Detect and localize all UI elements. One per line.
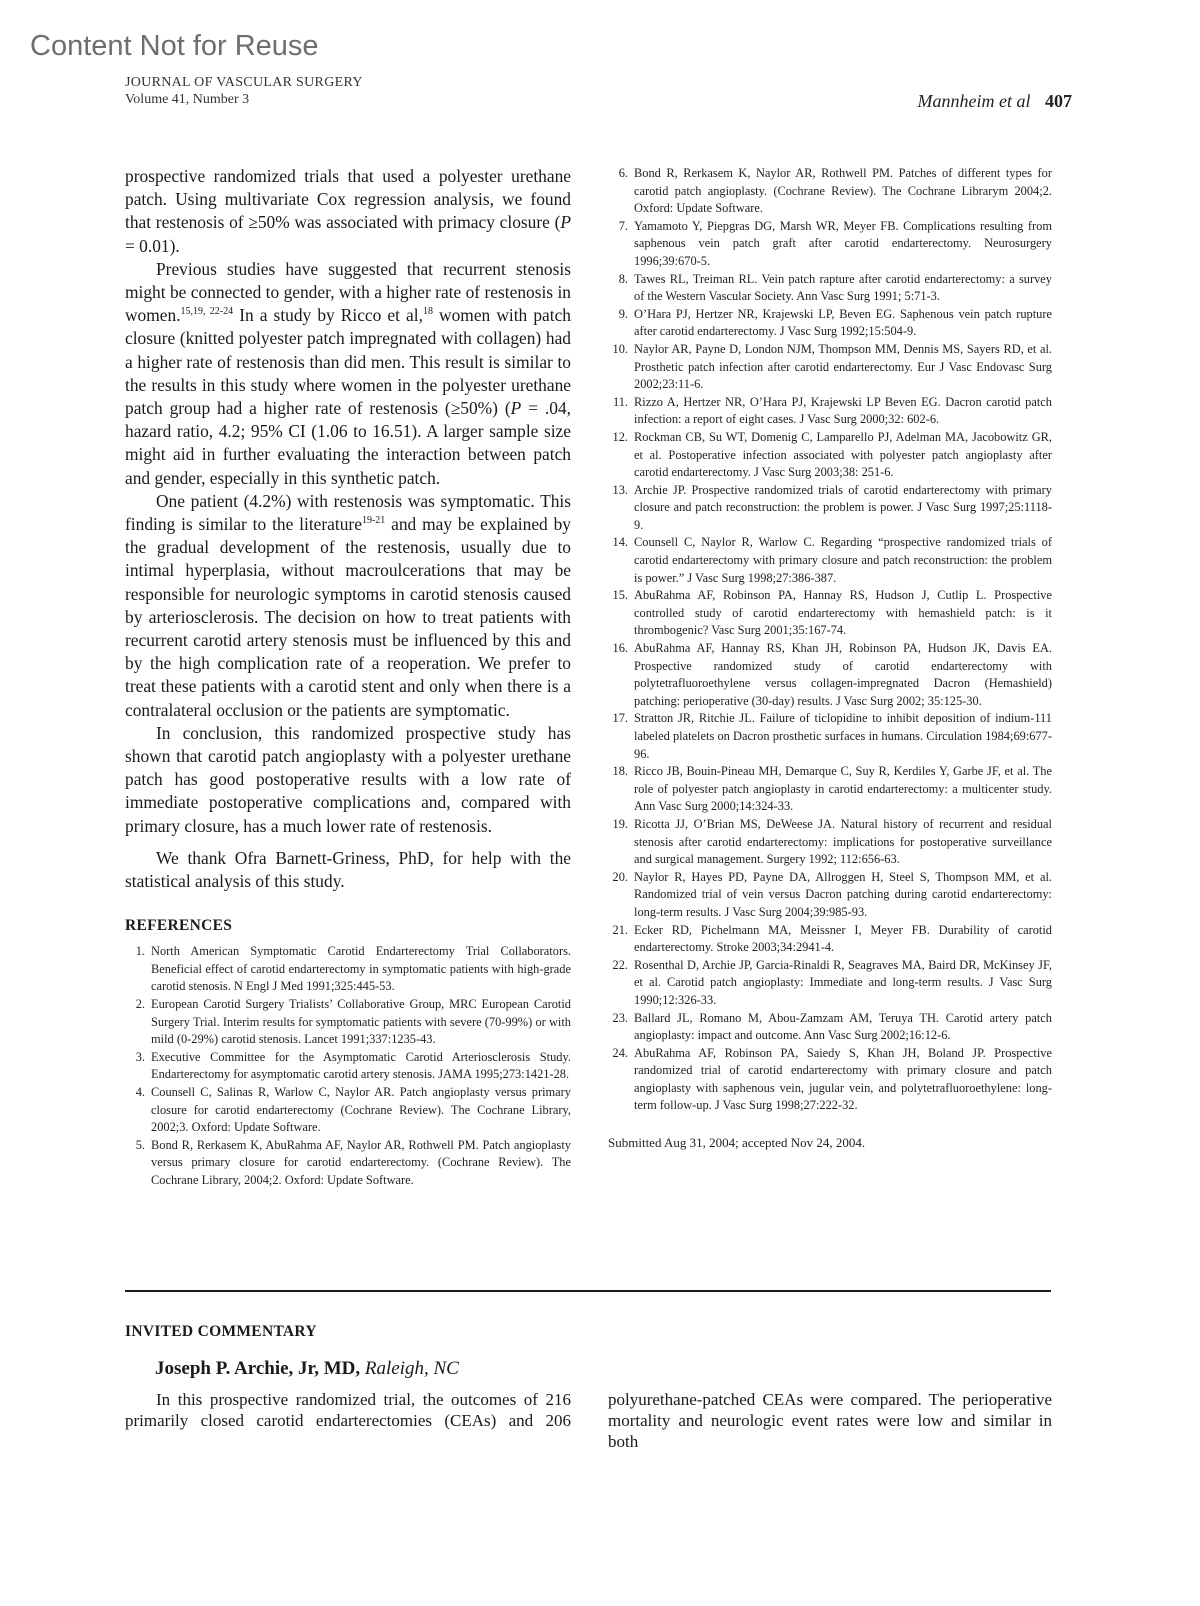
paragraph-2: Previous studies have suggested that recurrent stenosis might be connected to gender, with a higher rate of restenosis in women.$^{15,19, 22-24}$ In a study by Ricco et al,$^{18}$ women with patch closure (knitted polyester patch impregnated with collagen) had a higher rate of restenosis than did men. This result is similar to the results in this study where women in the polyester urethane patch group had a higher rate of restenosis (≥50%) (P = .04, hazard ratio, 4.2; 95% CI (1.06 to 16.51). A larger sample size might aid in further evaluating the interaction between patch and gender, especially in this synthetic patch. <box>125 258 572 488</box>
author-name: Joseph P. Archie, Jr, MD, <box>155 1358 361 1379</box>
reference-item: 10. Naylor AR, Payne D, London NJM, Thompson MM, Dennis MS, Sayers RD, et al. Prosthetic patch infection after carotid endarterectomy. Eur J Vasc Endovasc Surg 2002;23:11-6. <box>612 341 1052 392</box>
reference-item: 7. Yamamoto Y, Piepgras DG, Marsh WR, Meyer FB. Complications resulting from saphenous vein patch graft after carotid endarterectomy. Neurosurgery 1996;39:670-5. <box>618 218 1052 268</box>
reference-item: 16. AbuRahma AF, Hannay RS, Khan JH, Robinson PA, Hudson JK, Davis EA. Prospective randomized study of carotid endarterectomy with polytetrafluoroethylene versus collagen-impregnated Dacron (Hemashield) patching: perioperative (30-day) results. J Vasc Surg 2002; 35:125-30. <box>612 641 1052 708</box>
section-divider <box>125 1290 1051 1292</box>
reference-item: 24. AbuRahma AF, Robinson PA, Saiedy S, Khan JH, Boland JP. Prospective randomized trial of carotid endarterectomy with primary closure and patch angioplasty with saphenous vein, jugular vein, and polytetrafluoroethylene: long-term follow-up. J Vasc Surg 1998;27:222-32. <box>612 1045 1052 1113</box>
reference-item: 15. AbuRahma AF, Robinson PA, Hannay RS, Hudson J, Cutlip L. Prospective controlled study of carotid endarterectomy with hemashield patch: is it thrombogenic? Vasc Surg 2001;35:167-74. <box>612 588 1052 638</box>
reference-item: 2. European Carotid Surgery Trialists’ Collaborative Group, MRC European Carotid Surgery Trial. Interim results for symptomatic patients with severe (70-99%) or with mild (0-29%) carotid stenosis. Lancet 1991;337:1235-43. <box>135 997 571 1047</box>
left-column <box>125 165 571 1190</box>
reference-item: 18. Ricco JB, Bouin-Pineau MH, Demarque C, Suy R, Kerdiles Y, Garbe JF, et al. The role of polyester patch angioplasty in carotid endarterectomy: a multicenter study. Ann Vasc Surg 2000;14:324-33. <box>612 764 1052 814</box>
submission-dates: Submitted Aug 31, 2004; accepted Nov 24, 2004. <box>608 1135 866 1151</box>
citation[interactable]: 18 <box>422 306 433 318</box>
journal-header <box>125 74 363 108</box>
watermark: Content Not for Reuse <box>30 30 319 62</box>
reference-item: 8. Tawes RL, Treiman RL. Vein patch rapture after carotid endarterectomy: a survey of the Western Vascular Society. Ann Vasc Surg 1991; 5:71-3. <box>618 271 1052 304</box>
author-location: Raleigh, NC <box>364 1358 459 1379</box>
commentary-paragraph: In this prospective randomized trial, the outcomes of 216 primarily closed carotid endarterectomies (CEAs) and 206 <box>125 1390 571 1430</box>
running-header <box>918 91 1072 112</box>
reference-item: 17. Stratton JR, Ritchie JL. Failure of ticlopidine to inhibit deposition of indium-111 labeled platelets on Dacron prosthetic surfaces in humans. Circulation 1984;69:677-96. <box>612 711 1052 761</box>
reference-list-left <box>125 943 571 1189</box>
reference-item: 22. Rosenthal D, Archie JP, Garcia-Rinaldi R, Seagraves MA, Baird DR, McKinsey JF, et al. Carotid patch angioplasty: Immediate and long-term results. J Vasc Surg 1990;12:326-33. <box>612 957 1052 1007</box>
reference-item: 21. Ecker RD, Pichelmann MA, Meissner I, Meyer FB. Durability of carotid endarterectomy. Stroke 2003;34:2941-4. <box>612 922 1052 955</box>
citation[interactable]: 19-21 <box>361 515 386 527</box>
paragraph-3: One patient (4.2%) with restenosis was symptomatic. This finding is similar to the literature$^{19-21}$ and may be explained by the gradual development of the restenosis, usually due to intimal hyperplasia, without macroulcerations that may be responsible for neurologic symptoms in carotid stenosis caused by arteriosclerosis. The decision on how to treat patients with recurrent carotid artery stenosis must be influenced by this and by the high complication rate of a reoperation. We prefer to treat these patients with a carotid stent and only when there is a contralateral occlusion or the patients are symptomatic. <box>125 490 571 720</box>
commentary-author <box>155 1358 459 1380</box>
reference-list-right <box>608 165 1052 1115</box>
commentary-left-column <box>125 1389 571 1431</box>
reference-item: 23. Ballard JL, Romano M, Abou-Zamzam AM, Teruya TH. Carotid artery patch angioplasty: impact and outcome. Ann Vasc Surg 2002;16:12-6. <box>612 1010 1052 1043</box>
right-column <box>608 165 1052 1151</box>
running-authors: Mannheim et al <box>917 91 1031 111</box>
reference-item: 1. North American Symptomatic Carotid Endarterectomy Trial Collaborators. Beneficial effect of carotid endarterectomy in symptomatic patients with high-grade carotid stenosis. N Engl J Med 1991;325:445-53. <box>135 944 571 994</box>
page-number: 407 <box>1045 91 1072 111</box>
reference-item: 4. Counsell C, Salinas R, Warlow C, Naylor AR. Patch angioplasty versus primary closure for carotid endarterectomy (Cochrane Review). The Cochrane Library, 2002;3. Oxford: Update Software. <box>135 1085 571 1135</box>
commentary-right-column <box>608 1389 1052 1452</box>
reference-item: 9. O’Hara PJ, Hertzer NR, Krajewski LP, Beven EG. Saphenous vein patch rupture after carotid endarterectomy. J Vasc Surg 1992;15:504-9. <box>618 306 1052 339</box>
commentary-paragraph: polyurethane-patched CEAs were compared. The perioperative mortality and neurologic event rates were low and similar in both <box>608 1390 1052 1451</box>
reference-item: 19. Ricotta JJ, O’Brian MS, DeWeese JA. Natural history of recurrent and residual stenosis after carotid endarterectomy: implications for postoperative surveillance and surgical management. Surgery 1992; 112:656-63. <box>612 816 1052 867</box>
citation[interactable]: 15,19, 22-24 <box>180 306 234 318</box>
reference-item: 5. Bond R, Rerkasem K, AbuRahma AF, Naylor AR, Rothwell PM. Patch angioplasty versus primary closure for carotid endarterectomy. (Cochrane Review). The Cochrane Library, 2004;2. Oxford: Update Software. <box>135 1137 571 1188</box>
references-heading: REFERENCES <box>125 917 233 935</box>
journal-name: JOURNAL OF VASCULAR SURGERY <box>125 75 363 90</box>
commentary-heading: INVITED COMMENTARY <box>125 1323 317 1340</box>
paragraph-1: prospective randomized trials that used a polyester urethane patch. Using multivariate Cox regression analysis, we found that restenosis of ≥50% was associated with primacy closure (P = 0.01). <box>125 166 571 256</box>
reference-item: 11. Rizzo A, Hertzer NR, O’Hara PJ, Krajewski LP Beven EG. Dacron carotid patch infection: a report of eight cases. J Vasc Surg 2000;32: 602-6. <box>612 394 1052 427</box>
acknowledgment: We thank Ofra Barnett-Griness, PhD, for help with the statistical analysis of this study. <box>125 847 571 892</box>
journal-volume: Volume 41, Number 3 <box>125 92 250 107</box>
reference-item: 3. Executive Committee for the Asymptomatic Carotid Arteriosclerosis Study. Endarterectomy for asymptomatic carotid artery stenosis. JAMA 1995;273:1421-28. <box>135 1049 571 1082</box>
reference-item: 20. Naylor R, Hayes PD, Payne DA, Allroggen H, Steel S, Thompson MM, et al. Randomized trial of vein versus Dacron patching during carotid endarterectomy: long-term results. J Vasc Surg 2004;39:985-93. <box>612 869 1052 919</box>
reference-item: 13. Archie JP. Prospective randomized trials of carotid endarterectomy with primary closure and patch reconstruction: the problem is power. J Vasc Surg 1997;25:1118-9. <box>612 482 1052 532</box>
reference-item: 12. Rockman CB, Su WT, Domenig C, Lamparello PJ, Adelman MA, Jacobowitz GR, et al. Postoperative infection associated with polyester patch angioplasty after carotid endarterectomy. J Vasc Surg 2003;38: 251-6. <box>612 429 1052 480</box>
reference-item: 6. Bond R, Rerkasem K, Naylor AR, Rothwell PM. Patches of different types for carotid patch angioplasty. (Cochrane Review). The Cochrane Librarym 2004;2. Oxford: Update Software. <box>618 166 1052 216</box>
paragraph-conclusion: In conclusion, this randomized prospective study has shown that carotid patch angioplasty with a polyester urethane patch has good postoperative results with a low rate of immediate postoperative complications and, compared with primary closure, has a much lower rate of restenosis. <box>125 722 571 836</box>
reference-item: 14. Counsell C, Naylor R, Warlow C. Regarding “prospective randomized trials of carotid endarterectomy with primary closure and patch reconstruction: the problem is power.” J Vasc Surg 1998;27:386-387. <box>612 535 1052 585</box>
